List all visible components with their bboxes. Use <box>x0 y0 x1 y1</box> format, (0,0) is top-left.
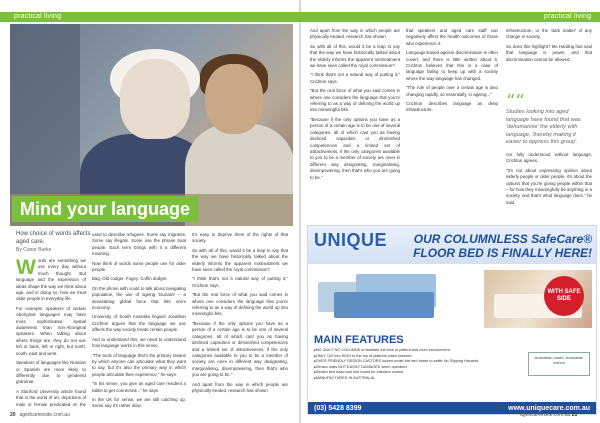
ad-website-link[interactable]: www.uniquecare.com.au <box>508 405 590 412</box>
paragraph: So with all of this, would it be a leap to say that the way we have historically talked about the elderly informs the apparent mistreatment we have seen called the royal commission? <box>192 247 288 273</box>
ad-headline: OUR COLUMNLESS SafeCare® FLOOR BED IS FINALLY HERE! <box>413 232 592 260</box>
list-item: ■ Sealed bed head and foot board for infection control <box>314 370 504 376</box>
footer-right <box>520 412 581 418</box>
drop-cap: W <box>16 258 36 279</box>
ad-phone[interactable]: (03) 5428 8399 <box>314 405 362 412</box>
paragraph: "But the real force of what you said comes in where one considers the language that you're referring to as a way of defining the world up into meaningful bits. <box>310 88 400 113</box>
article-column-7 <box>506 152 592 220</box>
paragraph: "In his sense, you give an aged care resident a tablet to get connected..." he says. <box>92 381 186 393</box>
paragraph: used to describe refugees. Some say migrants. Some say illegals. Some use the phrase boat people. Each term brings with it a different meaning. <box>92 232 186 257</box>
paragraph: Now think of words some people use for older people. <box>92 260 186 273</box>
publication-right: agedcareinsite.com.au <box>520 412 571 418</box>
paragraph: Language-based ageism discrimination is often covert, and there is little written about it. Crichton believes that this is a case of language failing to keep up with a society where the way language has changed. <box>406 50 498 81</box>
paragraph: "But the real force of what you said comes in where one considers the language that you're referring to as a way of defining the world up into meaningful bits. <box>192 292 288 317</box>
article-title-box <box>12 196 198 222</box>
page-number-left: 20 <box>10 412 16 418</box>
ad-badge: WITH SAFE SIDE <box>544 276 584 316</box>
article-column-1 <box>16 258 86 408</box>
quote-mark-icon: ““ <box>506 91 525 112</box>
article-intro: How choice of words affects aged care. <box>16 231 91 245</box>
paragraph: So with all of this, would it be a leap to say that the way we have historically talked about the elderly informs the apparent mistreatment we have seen called the royal commission? <box>310 43 400 69</box>
paragraph: In the UK for sense, we are still catching up. Some say it's rather slow. <box>92 396 186 408</box>
page-number-right: 21 <box>571 412 578 418</box>
paragraph: "It's not about expressing opinion about elderly people or older people, it's about the options that you're giving people within that – for how they meaningfully be anything in a society, and that's what language does," he said. <box>506 167 592 205</box>
article-title: Mind your language <box>20 198 191 219</box>
publication-left: agedcareinsite.com.au <box>19 412 70 418</box>
page-spine <box>299 0 301 423</box>
paragraph: On the phone with could to talk about navigating population, the use of ageing 'tsunami' – a devastating global force that hits one's economy. <box>92 285 186 311</box>
paragraph: Crichton describes language as deep infrastructure. <box>406 101 498 113</box>
paragraph: "I think that's not a natural way of putting it," Crichton says. <box>192 276 288 288</box>
article-byline: By Conor Burke <box>16 247 52 253</box>
paragraph: "I think that's not a natural way of putting it," Crichton says. <box>310 72 400 84</box>
section-label-right: practical living <box>544 13 592 20</box>
pull-quote <box>506 91 590 147</box>
paragraph: nor fully understood without language, Crichton agrees. <box>506 152 592 164</box>
paragraph: infrastructure, or the 'dark matter' of any change in society. <box>506 28 592 40</box>
paragraph: And apart from the way in which people are physically treated, research has shown <box>192 381 288 393</box>
ad-section-title: MAIN FEATURES <box>314 334 404 346</box>
list-item: ■ MANUFACTURED IN AUSTRALIA <box>314 376 504 382</box>
paragraph: So does this highlight? Ms Harding has said that language is power, and that discrimination cannot be allowed. <box>506 43 592 62</box>
paragraph: It's easy to deprive them of the rights of that society. <box>192 232 288 244</box>
article-column-4 <box>310 28 400 220</box>
paragraph: "The tools of language that's the primary means by which anyone can articulate what they want to say, but it's also the primary way in which people articulate their experience," he says. <box>92 352 186 377</box>
footer-left <box>10 412 70 418</box>
article-column-3 <box>192 232 288 408</box>
paragraph: "The role of people over a certain age is also changing rapidly, so essentially, in ageing..." <box>406 85 498 97</box>
ad-feature-list <box>314 348 504 382</box>
list-item: ■ NO GUILT NO COLUMNS to facilitate full view of patient and room environment <box>314 348 504 354</box>
article-column-5 <box>406 28 498 220</box>
paragraph: that speakers and aged care staff can negatively affect the health outcomes of those who experience it. <box>406 28 498 46</box>
article-column-2 <box>92 232 186 408</box>
paragraph: University of South Australia linguist Jonathan Crichton argues that the language we use affects the way society treats certain people. <box>92 314 186 333</box>
paragraph: "Because if the only options you have as a person of a certain age is to be one of several categories, all of which cast you as having declined capacities or diminished competencies and a limited set of attractiveness, if the only categories available to you to be a member of society are ones in different way designating, marginalising, disempowering, then that's who you are going to be." <box>192 320 288 378</box>
article-column-6 <box>506 28 592 94</box>
ad-bed-illustration <box>314 268 464 326</box>
pull-quote-text: Studies looking into aged language have found that was 'dehumanise' the elderly with language, 'thereby making it easier to oppress this group'. <box>506 109 581 146</box>
paragraph: Speakers of languages like Russian or Spanish are more likely to differently due to gendered grammar. <box>16 360 86 385</box>
section-label-left: practical living <box>14 13 62 20</box>
advertisement[interactable] <box>307 225 597 415</box>
paragraph: "Because if the only options you have as a person of a certain age is to be one of several categories, all of which cast you as having declined capacities or diminished competencies and a limited set of attractiveness, if the only categories available to you to be a member of society are ones in different way designating, marginalising, disempowering, then that's who you are going to be." <box>310 116 400 180</box>
ad-brand-logo: UNIQUE <box>314 230 388 250</box>
paragraph: Bag, Old codger. Fogey. Coffin dodger. <box>92 276 168 282</box>
ad-certification-logo: Australian made, Australian owned <box>528 352 590 376</box>
paragraph: For example, speakers of certain Aboriginal languages may have more sophisticated spatial awareness than non-Aboriginal speakers. When talking about where things are, they do not use left or back, left or right, but north, south, east and west. <box>16 305 86 356</box>
paragraph: And to understand this, we need to understand how language works in this sense. <box>92 336 186 349</box>
list-item: ■ Sensor mats NOT EASILY DAMAGED when operated <box>314 365 504 371</box>
paragraph: ords are something we use every day without much thought. But language and the expression of ideas shape the way we think about age, and in doing so, how we treat older people in everyday life. <box>16 258 86 302</box>
paragraph: A Stanford University article found that in the world of art, depictions of male or female predicated on the <box>16 388 86 407</box>
paragraph: And apart from the way in which people are physically treated, research has shown <box>310 28 400 40</box>
list-item: ■ ONLY 120 mm HIGH to the top of platform when lowered <box>314 354 504 360</box>
list-item: ■ OVER FRIENDLY DESIGN CASTORS locked under the bed frame to settle No Slipping Hazards <box>314 359 504 365</box>
